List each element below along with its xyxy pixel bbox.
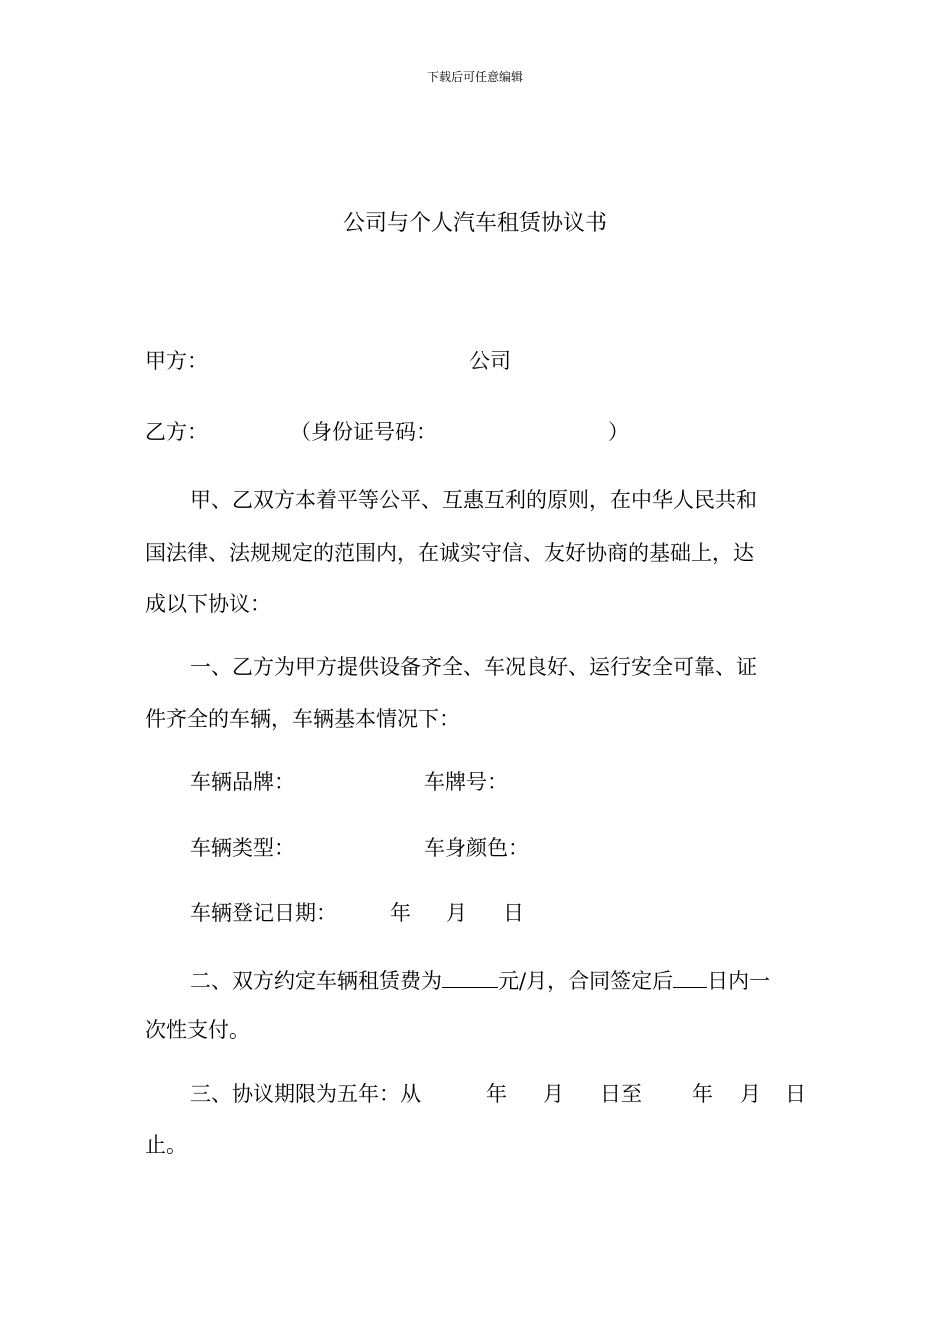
rent-amount-blank[interactable] [442, 965, 498, 988]
clause3-line-2: 止。 [145, 1133, 187, 1157]
clause1-line-1: 一、乙方为甲方提供设备齐全、车况良好、运行安全可靠、证 [190, 655, 757, 679]
vehicle-reg-month: 月 [446, 901, 467, 925]
clause3-part-1: 三、协议期限为五年：从 [190, 1082, 421, 1106]
intro-line-1: 甲、乙双方本着平等公平、互惠互利的原则，在中华人民共和 [190, 488, 757, 512]
payment-days-blank[interactable] [673, 965, 707, 988]
vehicle-plate-label: 车牌号： [424, 770, 508, 794]
clause2-part-2: 元/月，合同签定后 [498, 969, 674, 993]
clause3-end-year: 年 [692, 1082, 713, 1106]
clause3-start-year: 年 [486, 1082, 507, 1106]
party-b-label: 乙方： [145, 420, 208, 444]
clause2-part-1: 二、双方约定车辆租赁费为 [190, 969, 442, 993]
vehicle-color-label: 车身颜色： [424, 836, 529, 860]
clause3-start-day-to: 日至 [600, 1082, 642, 1106]
clause2-line-2: 次性支付。 [145, 1018, 250, 1042]
document-title: 公司与个人汽车租赁协议书 [342, 211, 607, 236]
clause2-part-3: 日内一 [707, 969, 771, 993]
clause3-end-month: 月 [740, 1082, 761, 1106]
page-header: 下载后可任意编辑 [426, 70, 523, 84]
vehicle-reg-year: 年 [390, 901, 411, 925]
party-a-company: 公司 [469, 349, 511, 373]
vehicle-reg-day: 日 [503, 901, 524, 925]
party-b-id-open: （身份证号码： [290, 420, 437, 444]
vehicle-type-label: 车辆类型： [190, 836, 295, 860]
party-a-label: 甲方： [145, 349, 208, 373]
clause1-line-2: 件齐全的车辆，车辆基本情况下： [145, 707, 460, 731]
vehicle-brand-label: 车辆品牌： [190, 770, 295, 794]
clause2-line-1 [190, 965, 770, 995]
clause3-end-day: 日 [785, 1082, 806, 1106]
clause3-start-month: 月 [543, 1082, 564, 1106]
intro-line-3: 成以下协议： [145, 592, 271, 616]
intro-line-2: 国法律、法规规定的范围内，在诚实守信、友好协商的基础上，达 [145, 541, 754, 565]
vehicle-reg-date-label: 车辆登记日期： [190, 901, 337, 925]
party-b-id-close: ） [608, 420, 629, 444]
